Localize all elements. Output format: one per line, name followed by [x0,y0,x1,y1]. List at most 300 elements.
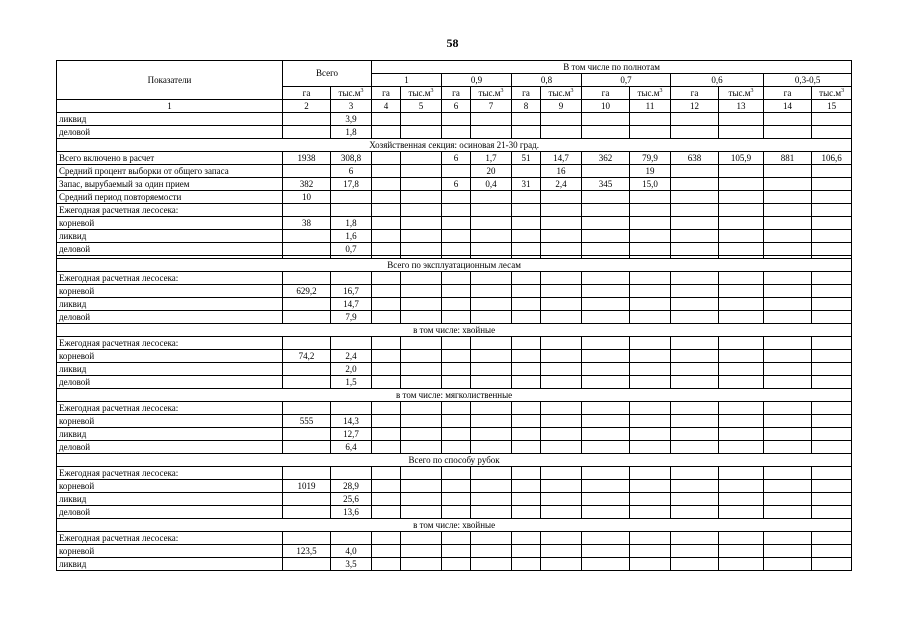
table-cell [283,428,331,441]
table-row [57,191,852,204]
table-cell [372,298,401,311]
table-cell [812,493,852,506]
table-cell [401,350,442,363]
table-cell [582,311,630,324]
table-cell [671,545,719,558]
table-cell [764,545,812,558]
table-cell [401,402,442,415]
table-cell [630,126,671,139]
table-row [57,217,852,230]
table-cell [541,337,582,350]
table-cell [812,506,852,519]
column-number: 7 [471,100,512,113]
table-cell [582,558,630,571]
table-cell [442,126,471,139]
table-cell [671,480,719,493]
table-cell [471,545,512,558]
table-cell [812,311,852,324]
table-cell [541,113,582,126]
table-cell [372,506,401,519]
table-cell: 105,9 [719,152,764,165]
table-cell [442,285,471,298]
table-cell [512,113,541,126]
table-cell [764,506,812,519]
table-cell [512,428,541,441]
table-cell [764,363,812,376]
section-title: Хозяйственная секция: осиновая 21-30 град. [57,139,852,152]
table-cell [401,113,442,126]
table-cell [442,363,471,376]
table-cell [812,532,852,545]
table-cell: 1,6 [331,230,372,243]
table-cell [512,493,541,506]
table-cell [372,441,401,454]
table-cell [442,204,471,217]
table-cell [442,298,471,311]
table-cell [283,230,331,243]
unit-header: га [671,87,719,100]
table-cell [541,480,582,493]
table-cell [671,363,719,376]
table-cell [630,204,671,217]
table-cell [512,204,541,217]
column-number-row [57,100,852,113]
table-cell [671,311,719,324]
row-label: деловой [57,243,283,256]
table-cell: 1,8 [331,126,372,139]
table-cell [812,178,852,191]
table-cell [764,243,812,256]
table-cell: 10 [283,191,331,204]
table-cell [812,428,852,441]
table-cell [671,178,719,191]
table-cell [630,493,671,506]
table-cell [582,506,630,519]
table-cell: 17,8 [331,178,372,191]
table-cell [401,428,442,441]
table-cell [512,217,541,230]
table-row [57,350,852,363]
table-cell [471,428,512,441]
table-cell [372,376,401,389]
column-number: 3 [331,100,372,113]
table-cell: 16 [541,165,582,178]
table-cell: 308,8 [331,152,372,165]
column-number: 6 [442,100,471,113]
table-cell [372,467,401,480]
table-cell [719,113,764,126]
table-row [57,441,852,454]
table-cell [630,428,671,441]
table-cell [283,165,331,178]
table-cell [541,363,582,376]
table-cell [764,191,812,204]
table-cell [401,204,442,217]
table-cell [630,480,671,493]
table-cell: 0,4 [471,178,512,191]
table-cell [671,191,719,204]
table-cell [512,480,541,493]
table-cell [401,558,442,571]
table-cell [471,441,512,454]
table-cell [512,230,541,243]
table-cell [582,113,630,126]
table-cell [372,428,401,441]
table-cell [471,480,512,493]
table-cell [812,285,852,298]
table-cell [812,402,852,415]
table-cell [512,272,541,285]
density-header: 0,8 [512,74,582,87]
table-cell [719,165,764,178]
row-label: корневой [57,350,283,363]
table-cell: 1938 [283,152,331,165]
row-label: Всего включено в расчет [57,152,283,165]
table-cell: 0,7 [331,243,372,256]
table-cell [719,126,764,139]
column-number: 15 [812,100,852,113]
table-cell: 16,7 [331,285,372,298]
table-cell [671,350,719,363]
table-cell: 79,9 [630,152,671,165]
table-cell: 1,5 [331,376,372,389]
table-cell [512,376,541,389]
table-cell [812,298,852,311]
table-cell [630,441,671,454]
table-cell [471,311,512,324]
table-cell [582,467,630,480]
table-cell [471,402,512,415]
table-cell [582,337,630,350]
table-cell [671,204,719,217]
table-cell [471,298,512,311]
table-cell [401,363,442,376]
table-cell [764,230,812,243]
table-cell [442,415,471,428]
section-title: в том числе: хвойные [57,324,852,337]
table-cell [671,113,719,126]
table-cell [442,272,471,285]
table-cell [719,428,764,441]
row-label: ликвид [57,363,283,376]
table-cell [630,545,671,558]
table-cell [372,272,401,285]
table-cell [630,337,671,350]
table-cell [401,243,442,256]
table-cell: 51 [512,152,541,165]
table-cell [372,480,401,493]
table-header [57,61,852,113]
table-cell [764,337,812,350]
table-cell: 6,4 [331,441,372,454]
table-cell [812,217,852,230]
table-cell [471,272,512,285]
table-cell [283,506,331,519]
table-cell [719,532,764,545]
table-cell: 555 [283,415,331,428]
section-title: в том числе: хвойные [57,519,852,532]
table-cell [541,545,582,558]
table-row [57,402,852,415]
table-cell [582,350,630,363]
table-cell [541,493,582,506]
table-cell [719,545,764,558]
table-cell [442,480,471,493]
table-cell: 4,0 [331,545,372,558]
table-cell [812,467,852,480]
table-cell [442,441,471,454]
table-cell [283,467,331,480]
table-cell [764,272,812,285]
column-number: 1 [57,100,283,113]
table-cell [630,506,671,519]
table-cell [541,204,582,217]
table-row [57,480,852,493]
table-row [57,165,852,178]
table-row [57,126,852,139]
table-cell [283,204,331,217]
table-cell [812,545,852,558]
table-cell [442,191,471,204]
table-cell [671,298,719,311]
table-cell [671,441,719,454]
table-cell [401,191,442,204]
table-cell [541,441,582,454]
table-cell [372,165,401,178]
table-body [57,113,852,571]
table-cell [372,311,401,324]
table-cell [401,152,442,165]
table-cell [671,506,719,519]
row-label: корневой [57,480,283,493]
table-cell [372,402,401,415]
table-cell [812,376,852,389]
table-cell [671,428,719,441]
table-cell [671,217,719,230]
table-row [57,230,852,243]
table-cell [512,467,541,480]
table-cell [671,272,719,285]
table-cell: 74,2 [283,350,331,363]
table-row [57,428,852,441]
table-cell [719,441,764,454]
table-cell [512,165,541,178]
row-label: корневой [57,217,283,230]
row-label: корневой [57,545,283,558]
table-cell: 20 [471,165,512,178]
table-cell [512,402,541,415]
table-cell [812,272,852,285]
row-label: Средний процент выборки от общего запаса [57,165,283,178]
table-cell: 15,0 [630,178,671,191]
table-row [57,285,852,298]
table-cell [283,126,331,139]
table-cell [630,350,671,363]
table-cell [471,113,512,126]
table-cell [582,532,630,545]
table-cell [512,532,541,545]
table-cell [541,217,582,230]
table-cell [442,558,471,571]
table-cell [630,298,671,311]
table-cell [471,506,512,519]
table-cell [372,217,401,230]
table-cell [442,217,471,230]
table-cell [401,126,442,139]
unit-header: $тыс.м^3$ [812,87,852,100]
row-label: Ежегодная расчетная лесосека: [57,467,283,480]
table-cell [512,415,541,428]
table-cell [442,493,471,506]
table-cell [671,243,719,256]
table-cell: 1019 [283,480,331,493]
table-cell [442,532,471,545]
section-title: в том числе: мягколиственные [57,389,852,402]
table-cell [812,441,852,454]
table-cell [671,558,719,571]
row-label: ликвид [57,113,283,126]
unit-header: $тыс.м^3$ [630,87,671,100]
table-cell [471,363,512,376]
table-row [57,376,852,389]
table-cell [764,285,812,298]
table-cell [442,467,471,480]
table-cell [582,298,630,311]
table-cell [630,363,671,376]
table-cell: 2,0 [331,363,372,376]
header-indicators: Показатели [57,61,283,100]
table-cell [331,467,372,480]
column-number: 5 [401,100,442,113]
unit-header: га [512,87,541,100]
table-cell [719,415,764,428]
table-cell [372,532,401,545]
section-title: Всего по эксплуатационным лесам [57,259,852,272]
table-cell [372,178,401,191]
table-cell [812,558,852,571]
table-cell [719,217,764,230]
table-cell: 1,7 [471,152,512,165]
table-cell [442,376,471,389]
table-cell [671,285,719,298]
table-cell [401,337,442,350]
table-cell [372,350,401,363]
table-cell [582,402,630,415]
table-cell [372,191,401,204]
column-number: 8 [512,100,541,113]
table-row [57,272,852,285]
table-cell [372,126,401,139]
table-cell: 3,9 [331,113,372,126]
table-cell [471,204,512,217]
table-cell [719,558,764,571]
table-cell [541,402,582,415]
table-cell [541,376,582,389]
table-cell [582,230,630,243]
table-cell [719,376,764,389]
table-cell [812,230,852,243]
table-cell [471,415,512,428]
table-cell [512,243,541,256]
table-row [57,545,852,558]
table-cell [764,311,812,324]
table-cell [442,113,471,126]
table-cell [442,311,471,324]
table-cell [719,467,764,480]
table-cell [283,493,331,506]
table-cell [671,337,719,350]
section-row [57,139,852,152]
table-cell [812,191,852,204]
table-cell [331,204,372,217]
table-cell [764,204,812,217]
table-cell [541,467,582,480]
table-cell [512,350,541,363]
table-row [57,113,852,126]
table-cell [541,428,582,441]
column-number: 10 [582,100,630,113]
table-cell [471,558,512,571]
row-label: деловой [57,376,283,389]
table-row [57,298,852,311]
section-row [57,519,852,532]
table-cell [671,230,719,243]
table-row [57,415,852,428]
table-cell [283,363,331,376]
table-cell [582,545,630,558]
unit-header: га [442,87,471,100]
table-cell [471,217,512,230]
table-cell: 13,6 [331,506,372,519]
table-cell: 28,9 [331,480,372,493]
table-cell [719,337,764,350]
table-cell [471,350,512,363]
table-cell [331,191,372,204]
table-cell [541,558,582,571]
table-cell [764,217,812,230]
table-cell [764,558,812,571]
table-cell: 12,7 [331,428,372,441]
table-cell [764,441,812,454]
table-cell [401,298,442,311]
table-cell: 38 [283,217,331,230]
table-cell [630,272,671,285]
table-cell [401,545,442,558]
table-cell [719,298,764,311]
table-cell [630,230,671,243]
table-cell [671,493,719,506]
table-cell [719,506,764,519]
table-cell [512,506,541,519]
table-cell [764,113,812,126]
header-total: Всего [283,61,372,87]
row-label: Ежегодная расчетная лесосека: [57,402,283,415]
table-cell [764,428,812,441]
table-cell [471,230,512,243]
row-label: Ежегодная расчетная лесосека: [57,532,283,545]
table-cell [471,467,512,480]
row-label: ликвид [57,230,283,243]
table-cell [764,350,812,363]
table-cell [630,376,671,389]
table-cell [372,113,401,126]
table-cell [442,506,471,519]
table-cell [283,311,331,324]
table-row [57,204,852,217]
table-cell [401,480,442,493]
table-cell [719,178,764,191]
table-cell [630,285,671,298]
